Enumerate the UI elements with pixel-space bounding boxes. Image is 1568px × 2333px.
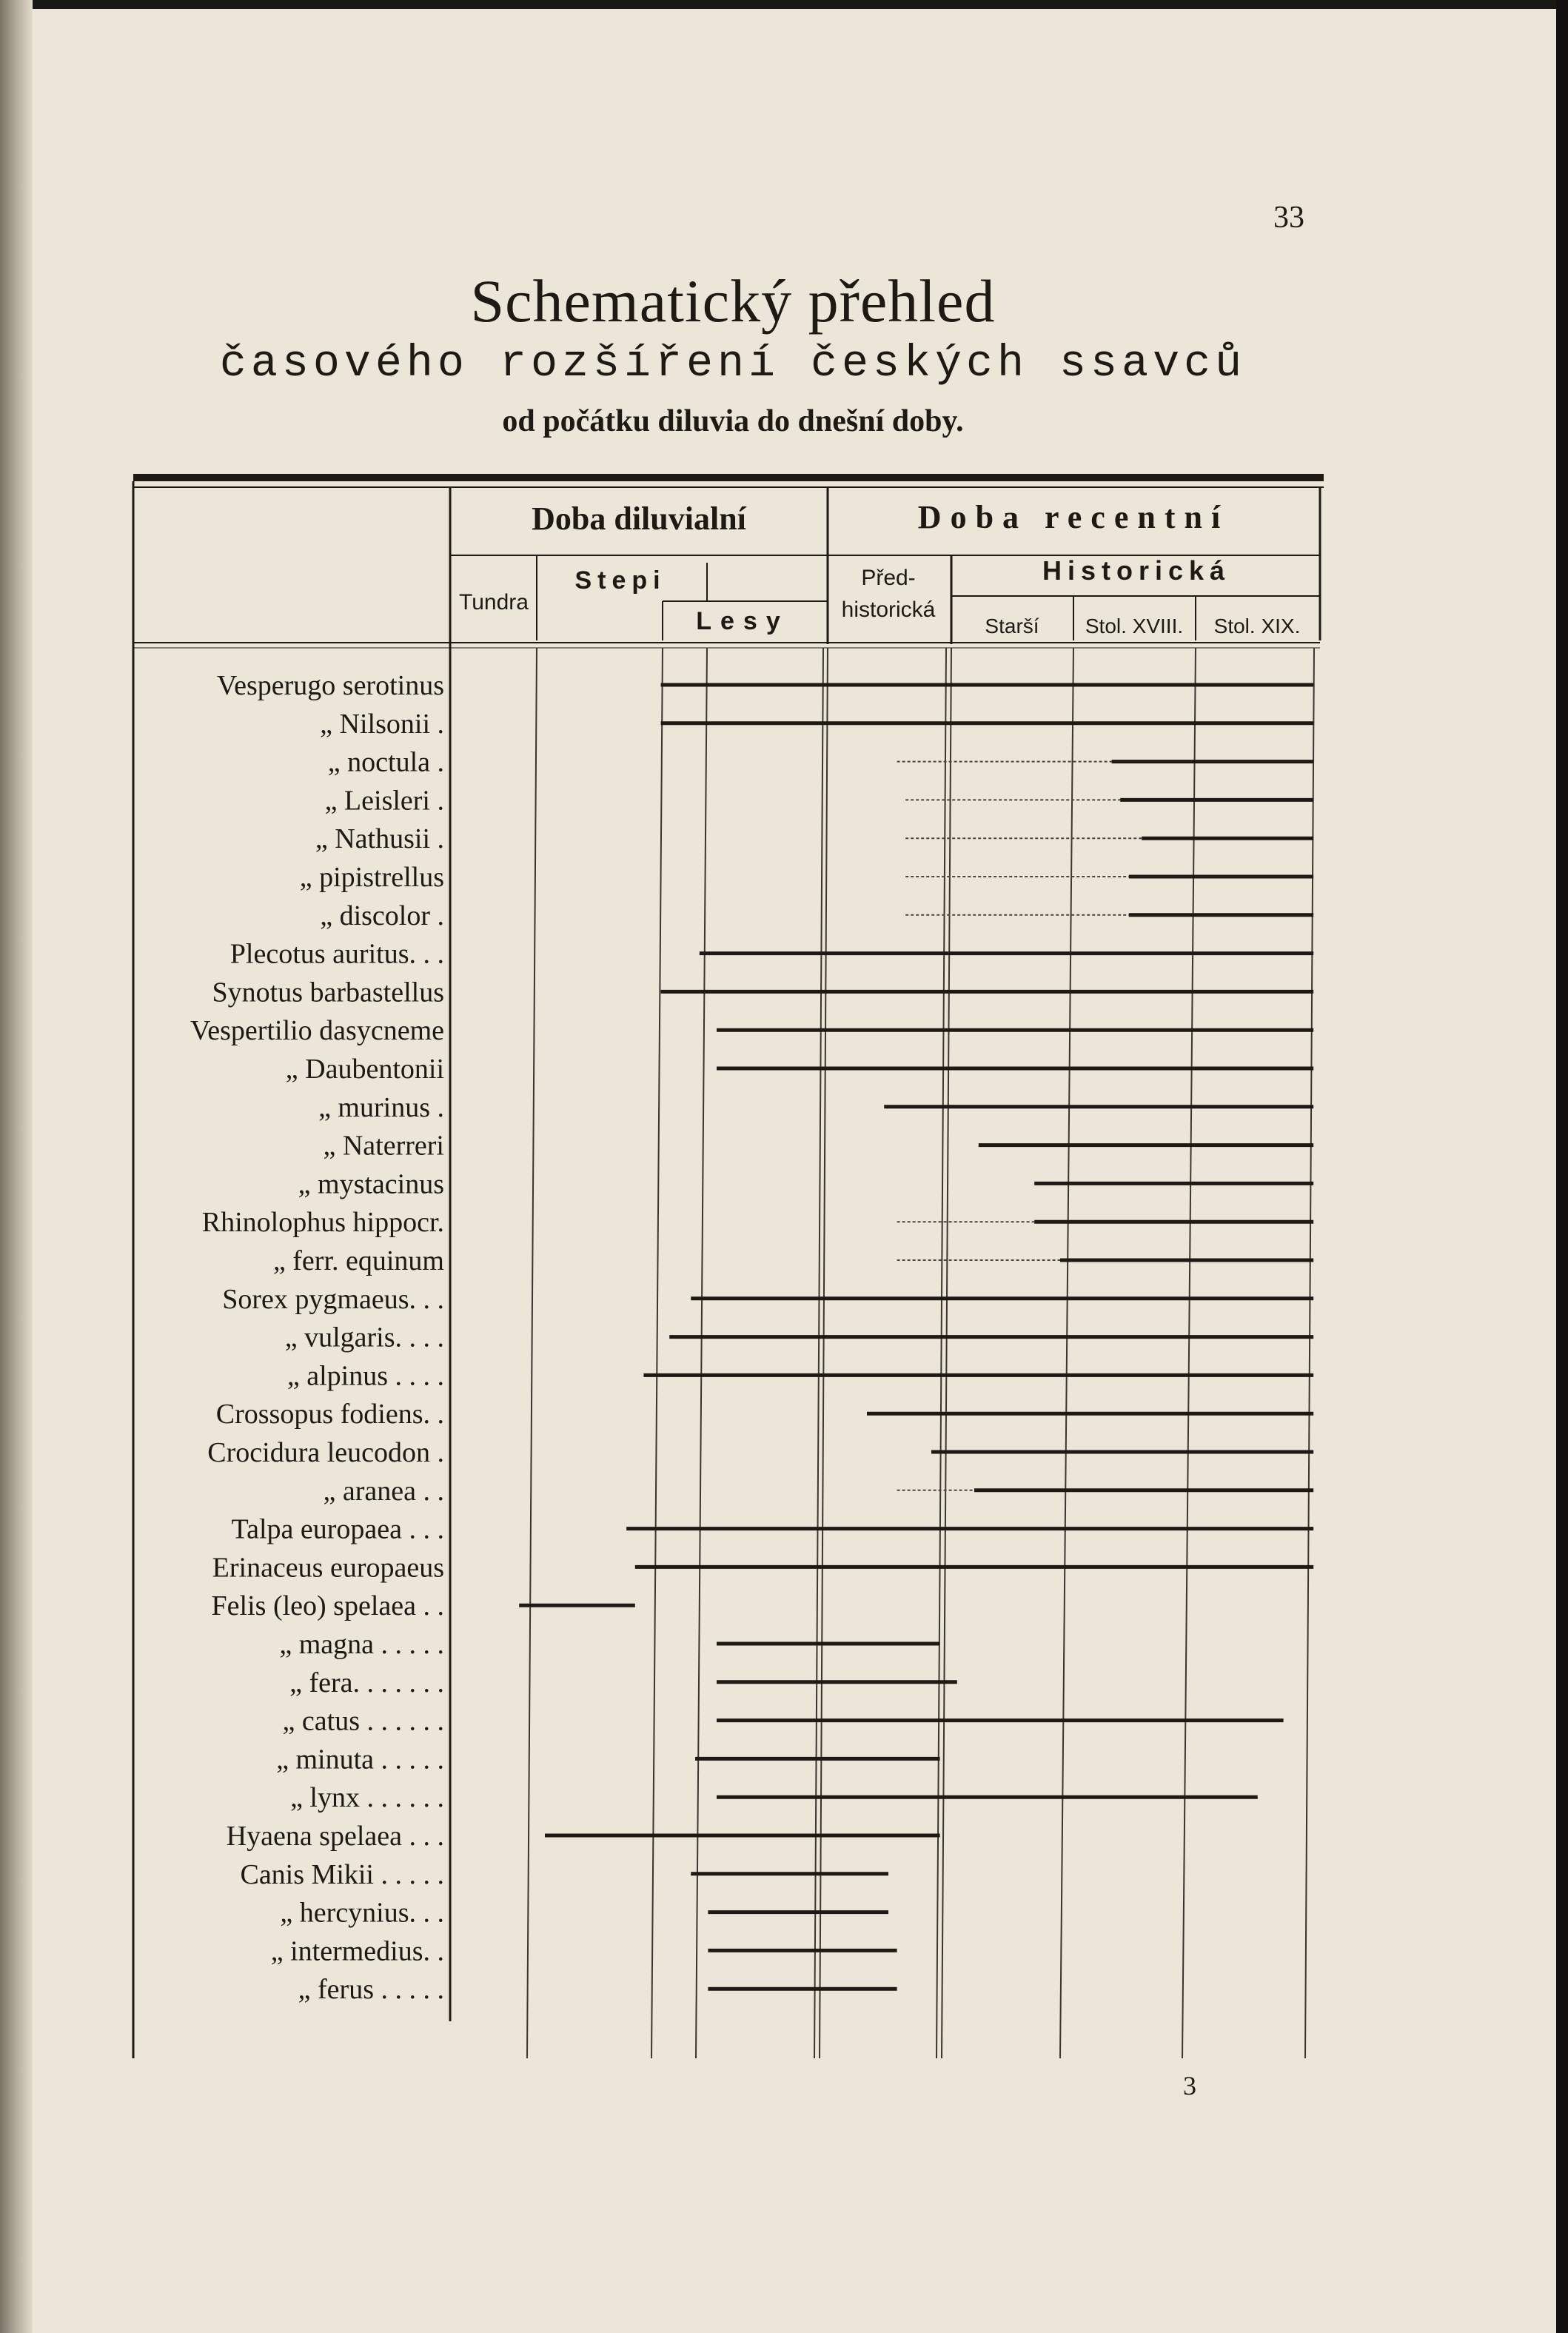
species-label: „ murinus . [318, 1091, 444, 1123]
species-label: Crossopus fodiens. . [215, 1399, 444, 1430]
header-lesy: Lesy [696, 607, 789, 635]
species-label: Vespertilio dasycneme [190, 1015, 444, 1047]
species-label: „ magna . . . . . [279, 1629, 444, 1660]
header-stol18: Stol. XVIII. [1085, 615, 1184, 637]
footer-page-number: 3 [1183, 2071, 1196, 2101]
guide-lesy-b [820, 648, 828, 2058]
header-diluvial: Doba diluvialní [532, 501, 746, 537]
species-label: „ noctula . [327, 746, 444, 778]
header-tundra: Tundra [459, 590, 529, 615]
guide-starsi [1060, 648, 1073, 2058]
species-label: „ Leisleri . [324, 785, 444, 817]
species-label: „ Daubentonii [285, 1054, 444, 1085]
top-thick-rule [133, 474, 1324, 481]
page-number: 33 [1273, 201, 1304, 235]
species-label: Hyaena spelaea . . . [226, 1821, 444, 1852]
species-rows [190, 670, 1313, 2005]
species-label: „ vulgaris. . . . [284, 1322, 444, 1353]
guide-stol18 [1182, 648, 1196, 2058]
guide-stepi-right [696, 648, 707, 2058]
species-label: „ Nilsonii . [320, 708, 444, 740]
species-label: „ aranea . . [323, 1475, 444, 1507]
header-stol19: Stol. XIX. [1213, 615, 1301, 637]
page-subtitle-secondary: od počátku diluvia do dnešní doby. [502, 404, 964, 438]
guide-prehistoric-a [937, 648, 946, 2058]
species-label: „ Naterreri [323, 1130, 444, 1162]
species-label: Rhinolophus hippocr. [201, 1207, 444, 1239]
species-label: Talpa europaea . . . [231, 1513, 444, 1545]
header-prehistoric: historická [841, 598, 936, 622]
species-label: Synotus barbastellus [212, 977, 444, 1008]
species-label: Plecotus auritus. . . [229, 938, 444, 970]
header-historic: Historická [1042, 555, 1231, 586]
guide-tundra [527, 648, 537, 2058]
species-label: Erinaceus europaeus [212, 1552, 444, 1584]
species-label: Canis Mikii . . . . . [240, 1858, 444, 1890]
page-subtitle: časového rozšíření českých ssavců [219, 339, 1247, 389]
guide-stol19 [1305, 648, 1314, 2058]
species-label: „ lynx . . . . . . [290, 1782, 444, 1814]
species-label: „ alpinus . . . . [287, 1360, 444, 1392]
guide-prehistoric-b [942, 648, 951, 2058]
species-label: Felis (leo) spelaea . . [211, 1590, 444, 1622]
species-label: „ minuta . . . . . [276, 1744, 444, 1775]
header-pred: Před- [861, 566, 916, 590]
guide-lesy-a [814, 648, 823, 2058]
species-label: „ fera. . . . . . . [289, 1667, 444, 1698]
species-label: „ ferr. equinum [272, 1245, 444, 1276]
species-label: Vesperugo serotinus [216, 670, 444, 701]
species-label: „ intermedius. . [270, 1935, 444, 1967]
guide-stepi-left [651, 648, 663, 2058]
page-title: Schematický přehled [470, 267, 996, 335]
column-guides [527, 648, 1314, 2058]
species-label: „ hercynius. . . [280, 1897, 444, 1929]
species-label: „ pipistrellus [299, 862, 444, 893]
header-recent: Doba recentní [917, 499, 1230, 535]
species-label: „ mystacinus [298, 1168, 444, 1200]
species-label: „ ferus . . . . . [298, 1974, 444, 2006]
species-label: Crocidura leucodon . [207, 1437, 444, 1468]
species-label: „ discolor . [320, 900, 444, 931]
header-stepi: Stepi [574, 566, 666, 595]
species-label: „ catus . . . . . . [282, 1705, 444, 1737]
species-label: Sorex pygmaeus. . . [222, 1283, 444, 1315]
species-label: „ Nathusii . [315, 823, 444, 855]
header-starsi: Starší [985, 615, 1039, 637]
